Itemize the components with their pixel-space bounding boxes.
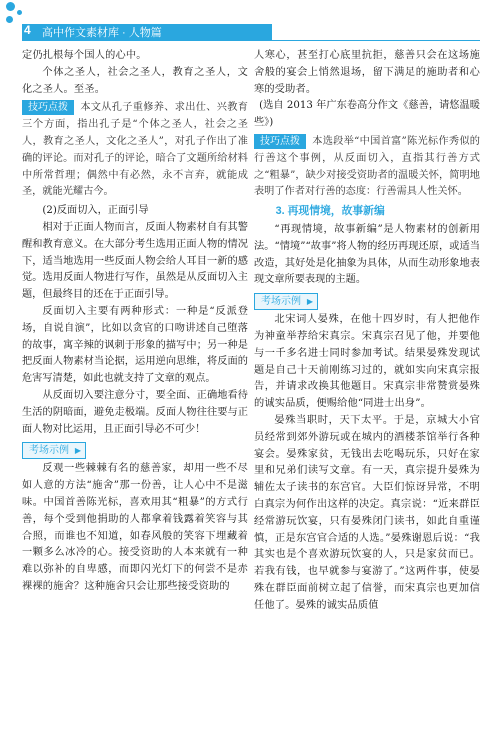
left-column: [22, 48, 248, 596]
triangle-right-icon: ▶: [74, 446, 81, 456]
example-label-2-text: 考场示例: [261, 296, 301, 308]
example-text-2a: 北宋词人晏殊，在他十四岁时，有人把他作为神童举荐给宋真宗。宋真宗召见了他，并要他与一千多名进士同时参加考试。结果晏殊发现试题是自己十天前刚练习过的，就如实向宋真宗报告，并请求改换其他题目。宋真宗非常赞赏晏殊的诚实品质，便赐给他“同进士出身”。: [254, 314, 480, 410]
example-text-2b: 晏殊当职时，天下太平。于是，京城大小官员经常到郊外游玩或在城内的酒楼茶馆举行各种宴会。晏殊家贫，无钱出去吃喝玩乐，只好在家里和兄弟们读写文章。有一天，真宗提升晏殊为辅佐太子读书的东宫官。大臣们惊讶异常，不明白真宗为何作出这样的决定。真宗说：“近来群臣经常游玩饮宴，只有晏殊闭门读书，如此自重谨慎，正是东宫官合适的人选。”晏殊谢恩后说：“我其实也是个喜欢游玩饮宴的人，只是家贫而已。若我有钱，也早就参与宴游了。”这两件事，使晏殊在群臣面前树立起了信誉，而宋真宗也更加信任他了。晏殊的诚实品质值: [254, 414, 480, 611]
right-column: [254, 48, 480, 615]
left-paragraph-3: 相对于正面人物而言，反面人物素材自有其警醒和教育意义。在大部分考生选用正面人物的情况下，适当地选用一些反面人物会给人耳目一新的感觉。选用反面人物进行写作，虽然是从反面切入主题，但最终目的还在于正面引导。: [22, 221, 248, 301]
header-dot-small: [17, 10, 22, 15]
page-header: [0, 0, 500, 40]
source-note: (选自 2013 年广东卷高分作文《慈善，请悠温暖些》): [254, 100, 480, 129]
example-label-1-text: 考场示例: [29, 445, 69, 457]
left-paragraph-2: 个体之圣人，社会之圣人，教育之圣人，文化之圣人。至圣。: [22, 66, 248, 95]
triangle-right-icon: ▶: [306, 297, 313, 307]
header-dot-mid: [6, 16, 13, 23]
section-heading-3: 3. 再现情境，故事新编: [275, 205, 385, 218]
right-paragraph-2: “再现情境，故事新编”是人物素材的创新用法。“情境”“故事”将人物的经历再现还原，或适当改造，其好处是化抽象为具体，从而生动形象地表现文章所要表现的主题。: [254, 223, 480, 286]
tip-block-2: [254, 134, 480, 201]
tip-label-1: 技巧点拨: [22, 100, 74, 115]
book-title: 高中作文素材库 · 人物篇: [42, 27, 162, 39]
tip-text-1: 本文从孔子重修养、求出仕、兴教育三个方面，指出孔子是“个体之圣人，社会之圣人，教育之圣人，文化之圣人”，对孔子作出了准确的评论。而对孔子的评论，暗合了文题所给材料中所常哲理；偶然中有必然，永不言弃，就能成圣，就能光耀古今。: [22, 102, 248, 198]
header-dot-large: [6, 2, 15, 11]
example-text-1: 反观一些棘棘有名的慈善家，却用一些不尽如人意的方法“施舍”那一份善，让人心中不是滋味。中国首善陈光标，喜欢用其“粗暴”的方式行善，每个受到他捐助的人都拿着钱露着笑容与其合照，而谁也不知道，如春风般的笑容下埋藏着一颗多么冰冷的心。接受资助的人本来就有一种难以弥补的自卑感，而即闪光灯下的何尝不是赤裸裸的施舍？这种施舍只会让那些接受资助的: [22, 463, 248, 592]
right-paragraph-1: 人寒心，甚至打心底里抗拒，慈善只会在这场施舍般的宴会上悄然退场，留下满足的施助者和心寒的受助者。: [254, 50, 480, 95]
tip-label-2: 技巧点拨: [254, 134, 306, 149]
left-paragraph-5: 从反面切入要注意分寸，要全面、正确地看待生活的阴暗面，避免走极端。反面人物往往要与正面人物对比运用，且正面引导必不可少！: [22, 389, 248, 435]
header-rule: [22, 40, 480, 41]
page-number: 4: [24, 23, 31, 37]
left-paragraph-4: 反面切入主要有两种形式：一种是“反派登场，自说自演”，比如以贪官的口吻讲述自己堕落的故事，寓辛辣的讽刺于形象的描写中；另一种是把反面人物素材当论据，运用逆向思维，将反面的危害写清楚，如此也就支持了文章的观点。: [22, 305, 248, 385]
tip-block-1: [22, 100, 248, 201]
example-label-2: [254, 293, 318, 310]
example-label-1: [22, 442, 86, 459]
subheading-reverse: (2)反面切入，正面引导: [42, 205, 149, 217]
left-paragraph-1: 定仍扎根每个国人的心中。: [22, 50, 147, 61]
tip-text-2: 本选段举“中国首富”陈光标作秀似的行善这个事例，从反面切入，直指其行善方式之“粗暴”，缺少对接受资助者的温暖关怀，简明地表明了作者对行善的态度：行善需具人性关怀。: [254, 135, 480, 198]
